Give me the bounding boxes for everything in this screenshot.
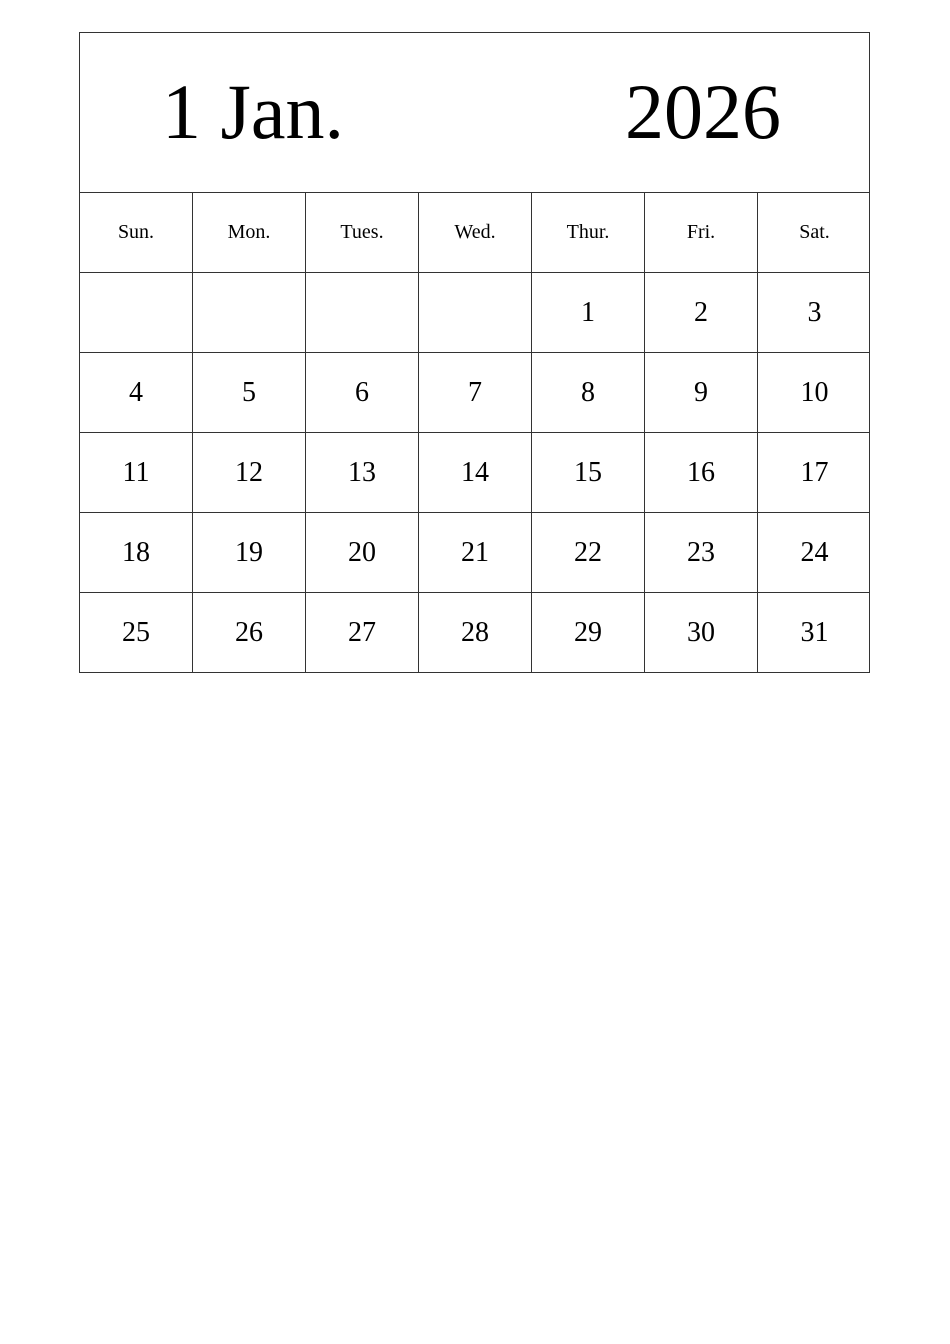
day-cell: 28 (419, 593, 532, 672)
day-cell (80, 273, 193, 352)
day-cell: 21 (419, 513, 532, 592)
week-row-4 (80, 513, 869, 593)
week-row-2 (80, 353, 869, 433)
day-cell: 5 (193, 353, 306, 432)
year-label: 2026 (625, 68, 781, 155)
day-cell: 14 (419, 433, 532, 512)
weekday-wed: Wed. (419, 193, 532, 272)
day-cell: 30 (645, 593, 758, 672)
day-cell (306, 273, 419, 352)
day-cell: 10 (800, 376, 829, 408)
day-cell: 17 (800, 456, 829, 488)
day-cell: 3 (807, 296, 822, 328)
weekday-thu: Thur. (532, 193, 645, 272)
day-cell: 29 (532, 593, 645, 672)
weekday-tue: Tues. (306, 193, 419, 272)
week-row-5 (80, 593, 869, 672)
day-cell: 12 (193, 433, 306, 512)
day-cell: 20 (306, 513, 419, 592)
day-cell: 23 (645, 513, 758, 592)
day-cell: 1 (532, 273, 645, 352)
day-cell: 16 (645, 433, 758, 512)
day-cell: 7 (419, 353, 532, 432)
calendar-table (79, 32, 870, 673)
week-row-3 (80, 433, 869, 513)
day-cell: 19 (193, 513, 306, 592)
weekday-sat: Sat. (799, 221, 830, 243)
day-cell: 24 (800, 536, 829, 568)
day-cell: 27 (306, 593, 419, 672)
weekday-mon: Mon. (193, 193, 306, 272)
weekday-header-row (80, 193, 869, 273)
day-cell: 15 (532, 433, 645, 512)
day-cell: 13 (306, 433, 419, 512)
day-cell: 22 (532, 513, 645, 592)
day-cell: 31 (800, 616, 829, 648)
day-cell (419, 273, 532, 352)
day-cell: 18 (80, 513, 193, 592)
week-row-1 (80, 273, 869, 353)
day-cell: 25 (80, 593, 193, 672)
day-cell: 2 (645, 273, 758, 352)
day-cell: 8 (532, 353, 645, 432)
weekday-fri: Fri. (645, 193, 758, 272)
day-cell (193, 273, 306, 352)
day-cell: 11 (80, 433, 193, 512)
day-cell: 26 (193, 593, 306, 672)
calendar-header (80, 33, 869, 193)
day-cell: 6 (306, 353, 419, 432)
day-cell: 4 (80, 353, 193, 432)
month-label: 1 Jan. (162, 68, 344, 155)
weekday-sun: Sun. (80, 193, 193, 272)
day-cell: 9 (645, 353, 758, 432)
